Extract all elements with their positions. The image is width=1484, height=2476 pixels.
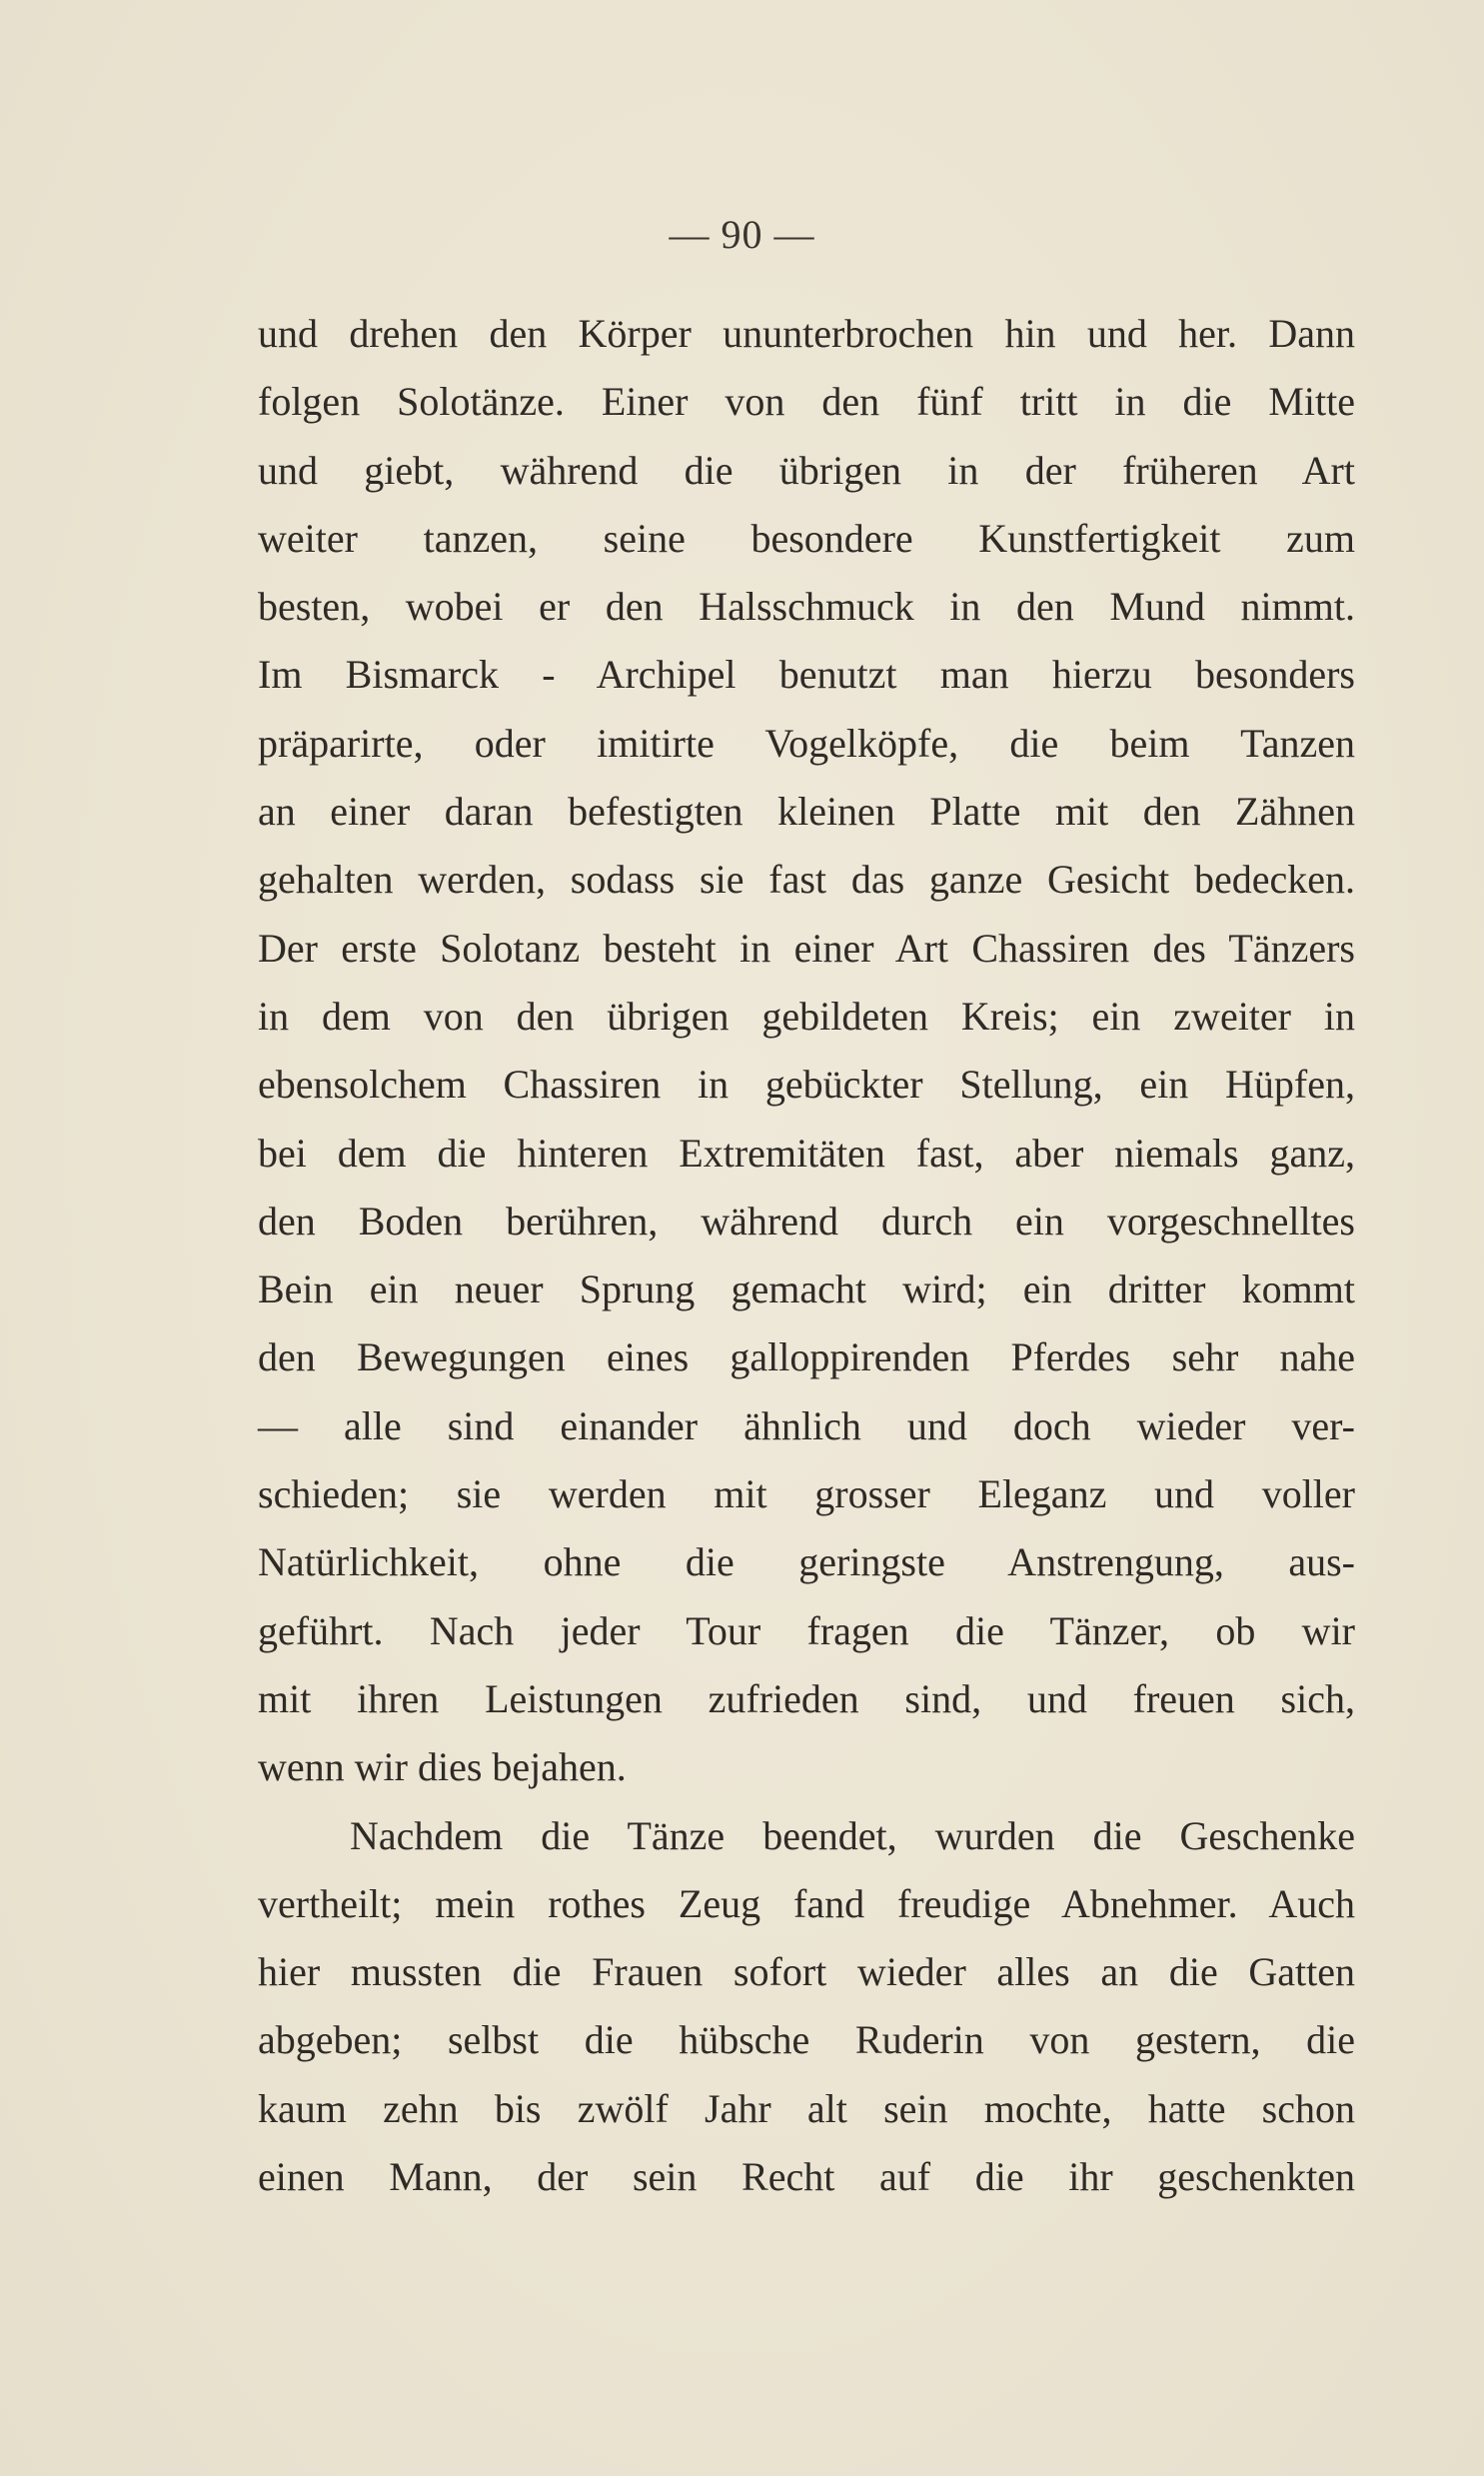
text-line: den Bewegungen eines galloppirenden Pferdes sehr nahe bbox=[258, 1334, 1355, 1380]
text-line: mit ihren Leistungen zufrieden sind, und freuen sich, bbox=[258, 1675, 1355, 1721]
text-line: an einer daran befestigten kleinen Platte mit den Zähnen bbox=[258, 789, 1355, 835]
text-line: Nachdem die Tänze beendet, wurden die Geschenke bbox=[350, 1812, 1355, 1858]
text-line: und giebt, während die übrigen in der früheren Art bbox=[258, 447, 1355, 493]
text-line: weiter tanzen, seine besondere Kunstfertigkeit zum bbox=[258, 515, 1355, 561]
text-line: abgeben; selbst die hübsche Ruderin von gestern, die bbox=[258, 2017, 1355, 2063]
text-line: folgen Solotänze. Einer von den fünf tritt in die Mitte bbox=[258, 379, 1355, 425]
text-line: und drehen den Körper ununterbrochen hin und her. Dann bbox=[258, 311, 1355, 356]
page-number: — 90 — bbox=[669, 212, 815, 257]
text-line: Im Bismarck - Archipel benutzt man hierzu besonders bbox=[258, 652, 1355, 698]
paragraph-2 bbox=[258, 1802, 1355, 2212]
text-line: besten, wobei er den Halsschmuck in den Mund nimmt. bbox=[258, 584, 1355, 630]
text-line: kaum zehn bis zwölf Jahr alt sein mochte, hatte schon bbox=[258, 2085, 1355, 2131]
text-line: — alle sind einander ähnlich und doch wieder ver- bbox=[258, 1402, 1355, 1448]
paragraph-1 bbox=[258, 300, 1355, 1802]
text-line: Der erste Solotanz besteht in einer Art Chassiren des Tänzers bbox=[258, 925, 1355, 971]
text-line: in dem von den übrigen gebildeten Kreis; ein zweiter in bbox=[258, 993, 1355, 1039]
text-line: gehalten werden, sodass sie fast das ganze Gesicht bedecken. bbox=[258, 857, 1355, 903]
text-line: einen Mann, der sein Recht auf die ihr geschenkten bbox=[258, 2154, 1355, 2200]
text-line: Bein ein neuer Sprung gemacht wird; ein dritter kommt bbox=[258, 1266, 1355, 1312]
text-line: den Boden berühren, während durch ein vorgeschnelltes bbox=[258, 1198, 1355, 1243]
text-line: ebensolchem Chassiren in gebückter Stellung, ein Hüpfen, bbox=[258, 1062, 1355, 1108]
text-line: schieden; sie werden mit grosser Eleganz und voller bbox=[258, 1471, 1355, 1517]
text-line: vertheilt; mein rothes Zeug fand freudige Abnehmer. Auch bbox=[258, 1880, 1355, 1926]
text-line: präparirte, oder imitirte Vogelköpfe, die beim Tanzen bbox=[258, 720, 1355, 766]
text-line: wenn wir dies bejahen. bbox=[258, 1744, 627, 1790]
text-line: hier mussten die Frauen sofort wieder alles an die Gatten bbox=[258, 1949, 1355, 1995]
text-line: bei dem die hinteren Extremitäten fast, aber niemals ganz, bbox=[258, 1130, 1355, 1176]
text-line: geführt. Nach jeder Tour fragen die Tänzer, ob wir bbox=[258, 1607, 1355, 1653]
body-text bbox=[258, 300, 1355, 2211]
text-line: Natürlichkeit, ohne die geringste Anstrengung, aus- bbox=[258, 1539, 1355, 1585]
